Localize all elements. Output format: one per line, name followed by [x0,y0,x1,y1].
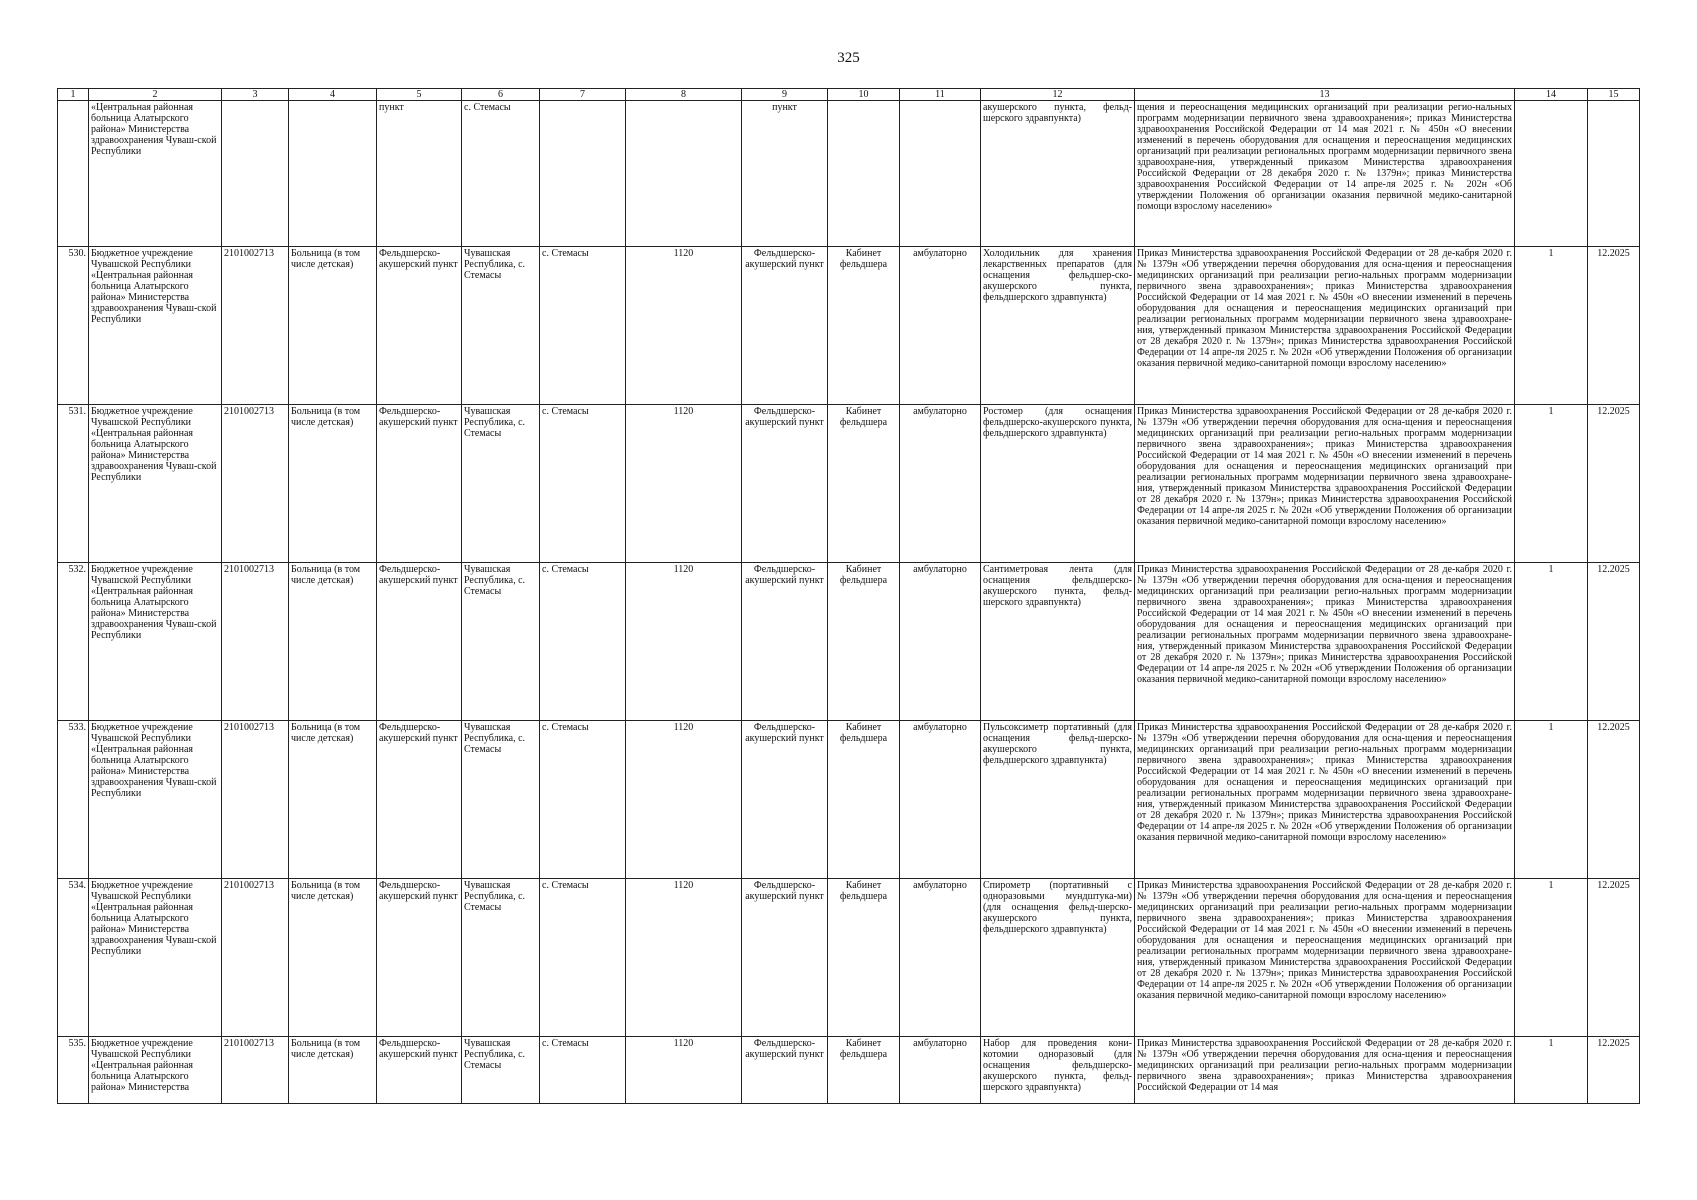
cell-division: Фельдшерско-акушерский пункт [377,405,462,563]
cell-quantity: 1 [1515,563,1588,721]
column-header: 10 [828,89,900,101]
cell-division: Фельдшерско-акушерский пункт [377,721,462,879]
cell-inn: 2101002713 [222,247,289,405]
cell-inn: 2101002713 [222,563,289,721]
cell-number: 530. [58,247,89,405]
cell-number: 533. [58,721,89,879]
cell-date: 12.2025 [1588,879,1640,1037]
cell-division: Фельдшерско-акушерский пункт [377,1037,462,1104]
table-row [58,1037,1640,1104]
column-header: 15 [1588,89,1640,101]
cell-care: амбулаторно [900,879,981,1037]
cell-code: 1120 [626,1037,742,1104]
cell-type: Больница (в том числе детская) [289,1037,377,1104]
cell-equipment: акушерского пункта, фельд-шерского здравпункта) [981,101,1135,247]
cell-settlement: с. Стемасы [540,247,626,405]
cell-subdivision: Фельдшерско-акушерский пункт [742,879,828,1037]
cell-basis: Приказ Министерства здравоохранения Российской Федерации от 28 де-кабря 2020 г. № 1379н «Об утверждении перечня оборудования для осна-щения и переоснащения медицинских организаций при реализации регио-нальных программ модернизации первичного звена здравоохранения»; приказ Министерства здравоохранения Российской Федерации от 14 мая 2021 г. № 450н «О внесении изменений в перечень оборудования для оснащения и переоснащения медицинских организаций при реализации региональных программ модернизации первичного звена здравоохране-ния, утвержденный приказом Министерства здравоохранения Российской Федерации от 28 декабря 2020 г. № 1379н»; приказ Министерства здравоохранения Российской Федерации от 14 апре-ля 2025 г. № 202н «Об утверждении Положения об организации оказания первичной медико-санитарной помощи взрослому населению» [1135,721,1515,879]
cell-quantity: 1 [1515,879,1588,1037]
table-row [58,247,1640,405]
cell-subdivision: Фельдшерско-акушерский пункт [742,721,828,879]
cell-equipment: Набор для проведения кони-котомии одноразовый (для оснащения фельдшерско-акушерского пункта, фельд-шерского здравпункта) [981,1037,1135,1104]
cell-basis: Приказ Министерства здравоохранения Российской Федерации от 28 де-кабря 2020 г. № 1379н «Об утверждении перечня оборудования для осна-щения и переоснащения медицинских организаций при реализации регио-нальных программ модернизации первичного звена здравоохранения»; приказ Министерства здравоохранения Российской Федерации от 14 мая 2021 г. № 450н «О внесении изменений в перечень оборудования для оснащения и переоснащения медицинских организаций при реализации региональных программ модернизации первичного звена здравоохране-ния, утвержденный приказом Министерства здравоохранения Российской Федерации от 28 декабря 2020 г. № 1379н»; приказ Министерства здравоохранения Российской Федерации от 14 апре-ля 2025 г. № 202н «Об утверждении Положения об организации оказания первичной медико-санитарной помощи взрослому населению» [1135,405,1515,563]
cell-number: 534. [58,879,89,1037]
table-row [58,879,1640,1037]
cell-type: Больница (в том числе детская) [289,247,377,405]
cell-address: Чувашская Республика, с. Стемасы [462,1037,540,1104]
cell-quantity: 1 [1515,247,1588,405]
cell-organization: Бюджетное учреждение Чувашской Республики «Центральная районная больница Алатырского района» Министерства здравоохранения Чуваш-ской Республики [89,879,222,1037]
cell-date: 12.2025 [1588,247,1640,405]
header-row [58,89,1640,101]
cell-care: амбулаторно [900,563,981,721]
cell-address: Чувашская Республика, с. Стемасы [462,247,540,405]
cell-settlement: с. Стемасы [540,879,626,1037]
cell-address: Чувашская Республика, с. Стемасы [462,405,540,563]
cell-number: 535. [58,1037,89,1104]
cell-type: Больница (в том числе детская) [289,405,377,563]
cell-equipment: Сантиметровая лента (для оснащения фельдшерско-акушерского пункта, фельд-шерского здравпункта) [981,563,1135,721]
column-header: 5 [377,89,462,101]
cell-type: Больница (в том числе детская) [289,879,377,1037]
cell-settlement: с. Стемасы [540,563,626,721]
cell-basis: Приказ Министерства здравоохранения Российской Федерации от 28 де-кабря 2020 г. № 1379н «Об утверждении перечня оборудования для осна-щения и переоснащения медицинских организаций при реализации регио-нальных программ модернизации первичного звена здравоохранения»; приказ Министерства здравоохранения Российской Федерации от 14 мая 2021 г. № 450н «О внесении изменений в перечень оборудования для оснащения и переоснащения медицинских организаций при реализации региональных программ модернизации первичного звена здравоохране-ния, утвержденный приказом Министерства здравоохранения Российской Федерации от 28 декабря 2020 г. № 1379н»; приказ Министерства здравоохранения Российской Федерации от 14 апре-ля 2025 г. № 202н «Об утверждении Положения об организации оказания первичной медико-санитарной помощи взрослому населению» [1135,879,1515,1037]
cell-basis: Приказ Министерства здравоохранения Российской Федерации от 28 де-кабря 2020 г. № 1379н «Об утверждении перечня оборудования для осна-щения и переоснащения медицинских организаций при реализации регио-нальных программ модернизации первичного звена здравоохранения»; приказ Министерства здравоохранения Российской Федерации от 14 мая [1135,1037,1515,1104]
cell-settlement: с. Стемасы [540,1037,626,1104]
table-row-continuation [58,101,1640,247]
column-header: 14 [1515,89,1588,101]
cell-address: Чувашская Республика, с. Стемасы [462,563,540,721]
column-header: 13 [1135,89,1515,101]
cell-division: Фельдшерско-акушерский пункт [377,879,462,1037]
cell-subdivision: Фельдшерско-акушерский пункт [742,247,828,405]
cell-equipment: Холодильник для хранения лекарственных препаратов (для оснащения фельдшер-ско-акушерского пункта, фельдшерского здравпункта) [981,247,1135,405]
cell-quantity: 1 [1515,1037,1588,1104]
cell-room: Кабинет фельдшера [828,405,900,563]
cell-code: 1120 [626,247,742,405]
cell-number: 532. [58,563,89,721]
cell-care: амбулаторно [900,247,981,405]
cell-care: амбулаторно [900,1037,981,1104]
column-header: 2 [89,89,222,101]
column-header: 12 [981,89,1135,101]
cell-organization: Бюджетное учреждение Чувашской Республики «Центральная районная больница Алатырского района» Министерства здравоохранения Чуваш-ской Республики [89,247,222,405]
cell-room: Кабинет фельдшера [828,721,900,879]
cell-division: Фельдшерско-акушерский пункт [377,563,462,721]
cell-subdivision: пункт [742,101,828,247]
table-row [58,721,1640,879]
cell-code: 1120 [626,879,742,1037]
cell-room: Кабинет фельдшера [828,1037,900,1104]
cell-code: 1120 [626,405,742,563]
cell-code: 1120 [626,563,742,721]
cell-basis: Приказ Министерства здравоохранения Российской Федерации от 28 де-кабря 2020 г. № 1379н «Об утверждении перечня оборудования для осна-щения и переоснащения медицинских организаций при реализации регио-нальных программ модернизации первичного звена здравоохранения»; приказ Министерства здравоохранения Российской Федерации от 14 мая 2021 г. № 450н «О внесении изменений в перечень оборудования для оснащения и переоснащения медицинских организаций при реализации региональных программ модернизации первичного звена здравоохране-ния, утвержденный приказом Министерства здравоохранения Российской Федерации от 28 декабря 2020 г. № 1379н»; приказ Министерства здравоохранения Российской Федерации от 14 апре-ля 2025 г. № 202н «Об утверждении Положения об организации оказания первичной медико-санитарной помощи взрослому населению» [1135,563,1515,721]
cell-equipment: Ростомер (для оснащения фельдшерско-акушерского пункта, фельдшерского здравпункта) [981,405,1135,563]
cell-room: Кабинет фельдшера [828,563,900,721]
cell-room: Кабинет фельдшера [828,879,900,1037]
cell-equipment: Пульсоксиметр портативный (для оснащения фельд-шерско-акушерского пункта, фельдшерского здравпункта) [981,721,1135,879]
cell-subdivision: Фельдшерско-акушерский пункт [742,405,828,563]
cell-division: пункт [377,101,462,247]
cell-organization: Бюджетное учреждение Чувашской Республики «Центральная районная больница Алатырского района» Министерства [89,1037,222,1104]
cell-date: 12.2025 [1588,405,1640,563]
page-number: 325 [837,50,860,66]
cell-address: Чувашская Республика, с. Стемасы [462,721,540,879]
table-row [58,405,1640,563]
cell-inn: 2101002713 [222,405,289,563]
cell-number: 531. [58,405,89,563]
cell-code: 1120 [626,721,742,879]
table-row [58,563,1640,721]
equipment-table [57,88,1640,1104]
cell-date: 12.2025 [1588,721,1640,879]
cell-settlement: с. Стемасы [540,405,626,563]
cell-inn: 2101002713 [222,879,289,1037]
column-header: 9 [742,89,828,101]
cell-quantity: 1 [1515,405,1588,563]
cell-basis: щения и переоснащения медицинских организаций при реализации регио-нальных программ модернизации первичного звена здравоохранения»; приказ Министерства здравоохранения Российской Федерации от 14 мая 2021 г. № 450н «О внесении изменений в перечень оборудования для оснащения и переоснащения медицинских организаций при реализации региональных программ модернизации первичного звена здравоохране-ния, утвержденный приказом Министерства здравоохранения Российской Федерации от 28 декабря 2020 г. № 1379н»; приказ Министерства здравоохранения Российской Федерации от 14 апре-ля 2025 г. № 202н «Об утверждении Положения об организации оказания первичной медико-санитарной помощи взрослому населению» [1135,101,1515,247]
cell-address: Чувашская Республика, с. Стемасы [462,879,540,1037]
cell-organization: Бюджетное учреждение Чувашской Республики «Центральная районная больница Алатырского района» Министерства здравоохранения Чуваш-ской Республики [89,405,222,563]
cell-subdivision: Фельдшерско-акушерский пункт [742,1037,828,1104]
cell-organization: Бюджетное учреждение Чувашской Республики «Центральная районная больница Алатырского района» Министерства здравоохранения Чуваш-ской Республики [89,563,222,721]
column-header: 11 [900,89,981,101]
cell-inn: 2101002713 [222,721,289,879]
cell-date: 12.2025 [1588,1037,1640,1104]
cell-division: Фельдшерско-акушерский пункт [377,247,462,405]
cell-quantity: 1 [1515,721,1588,879]
column-header: 6 [462,89,540,101]
column-header: 8 [626,89,742,101]
cell-settlement: с. Стемасы [540,721,626,879]
cell-room: Кабинет фельдшера [828,247,900,405]
cell-equipment: Спирометр (портативный с одноразовыми мундштука-ми) (для оснащения фельд-шерско-акушерского пункта, фельдшерского здравпункта) [981,879,1135,1037]
cell-care: амбулаторно [900,405,981,563]
cell-basis: Приказ Министерства здравоохранения Российской Федерации от 28 де-кабря 2020 г. № 1379н «Об утверждении перечня оборудования для осна-щения и переоснащения медицинских организаций при реализации регио-нальных программ модернизации первичного звена здравоохранения»; приказ Министерства здравоохранения Российской Федерации от 14 мая 2021 г. № 450н «О внесении изменений в перечень оборудования для оснащения и переоснащения медицинских организаций при реализации региональных программ модернизации первичного звена здравоохране-ния, утвержденный приказом Министерства здравоохранения Российской Федерации от 28 декабря 2020 г. № 1379н»; приказ Министерства здравоохранения Российской Федерации от 14 апре-ля 2025 г. № 202н «Об утверждении Положения об организации оказания первичной медико-санитарной помощи взрослому населению» [1135,247,1515,405]
cell-address: с. Стемасы [462,101,540,247]
cell-type: Больница (в том числе детская) [289,563,377,721]
cell-organization: «Центральная районная больница Алатырского района» Министерства здравоохранения Чуваш-ской Республики [89,101,222,247]
cell-organization: Бюджетное учреждение Чувашской Республики «Центральная районная больница Алатырского района» Министерства здравоохранения Чуваш-ской Республики [89,721,222,879]
cell-care: амбулаторно [900,721,981,879]
column-header: 4 [289,89,377,101]
cell-type: Больница (в том числе детская) [289,721,377,879]
cell-date: 12.2025 [1588,563,1640,721]
cell-subdivision: Фельдшерско-акушерский пункт [742,563,828,721]
cell-inn: 2101002713 [222,1037,289,1104]
column-header: 7 [540,89,626,101]
column-header: 1 [58,89,89,101]
column-header: 3 [222,89,289,101]
